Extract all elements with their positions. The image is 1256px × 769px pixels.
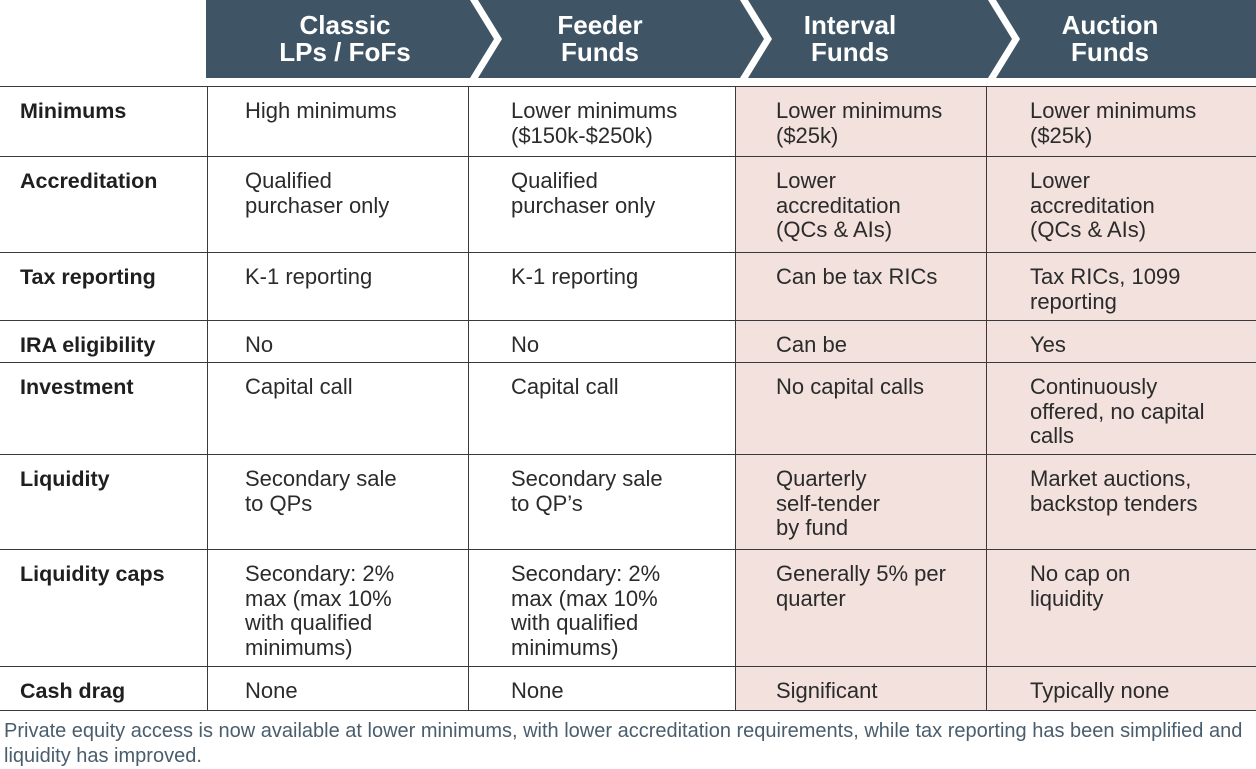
table-cell: Capital call: [468, 363, 735, 455]
header-classic: Classic LPs / FoFs: [279, 10, 411, 67]
table-cell: Secondary: 2% max (max 10% with qualified minimums): [468, 550, 735, 667]
row-label: Investment: [20, 375, 134, 399]
table-row-liquidity-caps: [0, 549, 1256, 667]
table-row-minimums: [0, 86, 1256, 157]
table-row-liquidity: [0, 454, 1256, 550]
row-label: Minimums: [20, 99, 127, 123]
table-cell: Lower accreditation (QCs & AIs): [735, 157, 986, 253]
table-cell: Typically none: [986, 667, 1256, 711]
table-cell: Generally 5% per quarter: [735, 550, 986, 667]
table-row-investment: [0, 362, 1256, 455]
table-cell: Lower accreditation (QCs & AIs): [986, 157, 1256, 253]
table-cell: None: [468, 667, 735, 711]
table-cell: Continuously offered, no capital calls: [986, 363, 1256, 455]
table-bottom-rule: [0, 710, 1256, 711]
table-cell: K-1 reporting: [207, 253, 468, 321]
table-cell: No cap on liquidity: [986, 550, 1256, 667]
column-header-bar: [0, 0, 1256, 78]
row-label: IRA eligibility: [20, 333, 156, 357]
table-cell: Secondary sale to QP’s: [468, 455, 735, 550]
header-interval: Interval Funds: [803, 10, 897, 67]
table-cell: Tax RICs, 1099 reporting: [986, 253, 1256, 321]
row-label: Accreditation: [20, 169, 158, 193]
table-cell: No: [468, 321, 735, 363]
row-label: Liquidity caps: [20, 562, 165, 586]
row-label: Liquidity: [20, 467, 110, 491]
header-feeder: Feeder Funds: [557, 10, 643, 67]
table-cell: High minimums: [207, 87, 468, 157]
table-cell: Lower minimums ($25k): [735, 87, 986, 157]
header-auction: Auction Funds: [1061, 10, 1159, 67]
table-cell: K-1 reporting: [468, 253, 735, 321]
table-row-cash-drag: [0, 666, 1256, 711]
table-row-tax-reporting: [0, 252, 1256, 321]
figure-caption: Private equity access is now available at lower minimums, with lower accreditation requirements, while tax reporting has been simplified and liquidity has improved.: [4, 720, 1243, 767]
table-cell: Yes: [986, 321, 1256, 363]
table-cell: No: [207, 321, 468, 363]
table-cell: Can be tax RICs: [735, 253, 986, 321]
table-cell: Qualified purchaser only: [207, 157, 468, 253]
table-cell: Quarterly self-tender by fund: [735, 455, 986, 550]
table-cell: Can be: [735, 321, 986, 363]
table-cell: Secondary sale to QPs: [207, 455, 468, 550]
table-row-ira-eligibility: [0, 320, 1256, 363]
table-cell: Lower minimums ($25k): [986, 87, 1256, 157]
row-label: Cash drag: [20, 679, 126, 703]
table-row-accreditation: [0, 156, 1256, 253]
table-cell: None: [207, 667, 468, 711]
table-cell: Significant: [735, 667, 986, 711]
table-cell: No capital calls: [735, 363, 986, 455]
row-label: Tax reporting: [20, 265, 156, 289]
table-cell: Market auctions, backstop tenders: [986, 455, 1256, 550]
table-cell: Lower minimums ($150k-$250k): [468, 87, 735, 157]
table-cell: Qualified purchaser only: [468, 157, 735, 253]
table-cell: Capital call: [207, 363, 468, 455]
table-cell: Secondary: 2% max (max 10% with qualified minimums): [207, 550, 468, 667]
